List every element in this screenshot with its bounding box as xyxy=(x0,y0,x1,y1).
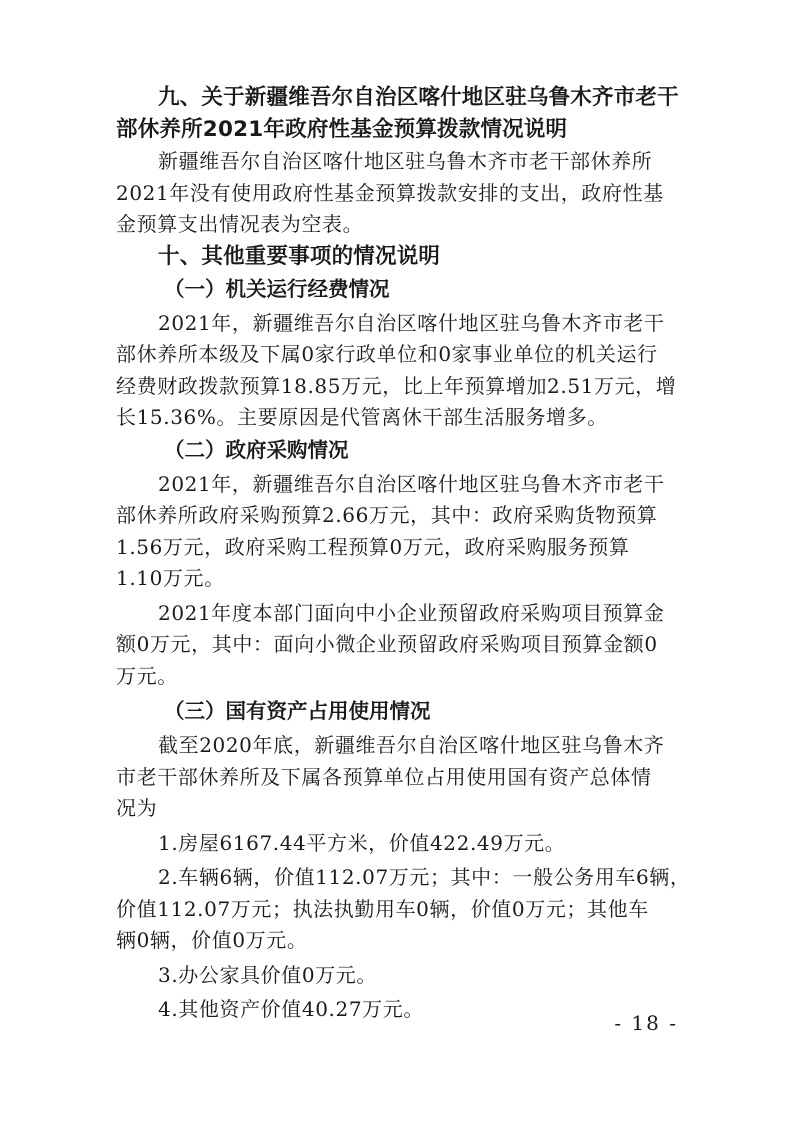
subsection-2-para-2-line: 额0万元，其中：面向小微企业预留政府采购项目预算金额0 xyxy=(116,632,658,656)
subsection-3-title: （三）国有资产占用使用情况 xyxy=(164,699,431,723)
section-9-paragraph-line: 2021年没有使用政府性基金预算拨款安排的支出，政府性基 xyxy=(116,180,664,205)
subsection-3-intro-line: 截至2020年底，新疆维吾尔自治区喀什地区驻乌鲁木齐 xyxy=(158,733,665,757)
asset-item-1: 1.房屋6167.44平方米，价值422.49万元。 xyxy=(158,830,566,855)
page-content xyxy=(116,82,691,1026)
subsection-2-para-1-line: 1.10万元。 xyxy=(116,566,225,590)
subsection-2-para-1-line: 2021年，新疆维吾尔自治区喀什地区驻乌鲁木齐市老干 xyxy=(158,471,665,496)
asset-item-4: 4.其他资产价值40.27万元。 xyxy=(158,997,424,1021)
section-9-paragraph-line: 新疆维吾尔自治区喀什地区驻乌鲁木齐市老干部休养所 xyxy=(158,149,653,173)
subsection-3-intro-line: 市老干部休养所及下属各预算单位占用使用国有资产总体情 xyxy=(116,764,652,789)
subsection-2-para-1-line: 1.56万元，政府采购工程预算0万元，政府采购服务预算 xyxy=(116,534,630,559)
page-number: - 18 - xyxy=(614,1011,678,1035)
subsection-2-para-2-line: 2021年度本部门面向中小企业预留政府采购项目预算金 xyxy=(158,600,665,625)
asset-item-2-line: 辆0辆，价值0万元。 xyxy=(116,928,308,952)
asset-item-3: 3.办公家具价值0万元。 xyxy=(158,962,378,987)
section-9-paragraph-line: 金预算支出情况表为空表。 xyxy=(116,212,364,236)
asset-item-2-line: 价值112.07万元；执法执勤用车0辆，价值0万元；其他车 xyxy=(116,896,649,921)
section-9-heading-line-2: 部休养所2021年政府性基金预算拨款情况说明 xyxy=(116,117,568,142)
subsection-2-para-1-line: 部休养所政府采购预算2.66万元，其中：政府采购货物预算 xyxy=(116,503,658,527)
subsection-2-title: （二）政府采购情况 xyxy=(164,437,349,462)
subsection-2-para-2-line: 万元。 xyxy=(116,663,178,688)
asset-item-2-line: 2.车辆6辆，价值112.07万元；其中：一般公务用车6辆， xyxy=(158,865,691,889)
subsection-1-line: 部休养所本级及下属0家行政单位和0家事业单位的机关运行 xyxy=(116,342,658,366)
subsection-1-title: （一）机关运行经费情况 xyxy=(164,276,390,301)
section-10-heading: 十、其他重要事项的情况说明 xyxy=(158,243,441,269)
subsection-3-intro-line: 况为 xyxy=(116,796,158,820)
subsection-1-line: 长15.36%。主要原因是代管离休干部生活服务增多。 xyxy=(116,405,608,429)
subsection-1-line: 2021年，新疆维吾尔自治区喀什地区驻乌鲁木齐市老干 xyxy=(158,310,665,335)
section-9-heading-line-1: 九、关于新疆维吾尔自治区喀什地区驻乌鲁木齐市老干 xyxy=(158,85,679,110)
subsection-1-line: 经费财政拨款预算18.85万元，比上年预算增加2.51万元，增 xyxy=(116,373,677,398)
